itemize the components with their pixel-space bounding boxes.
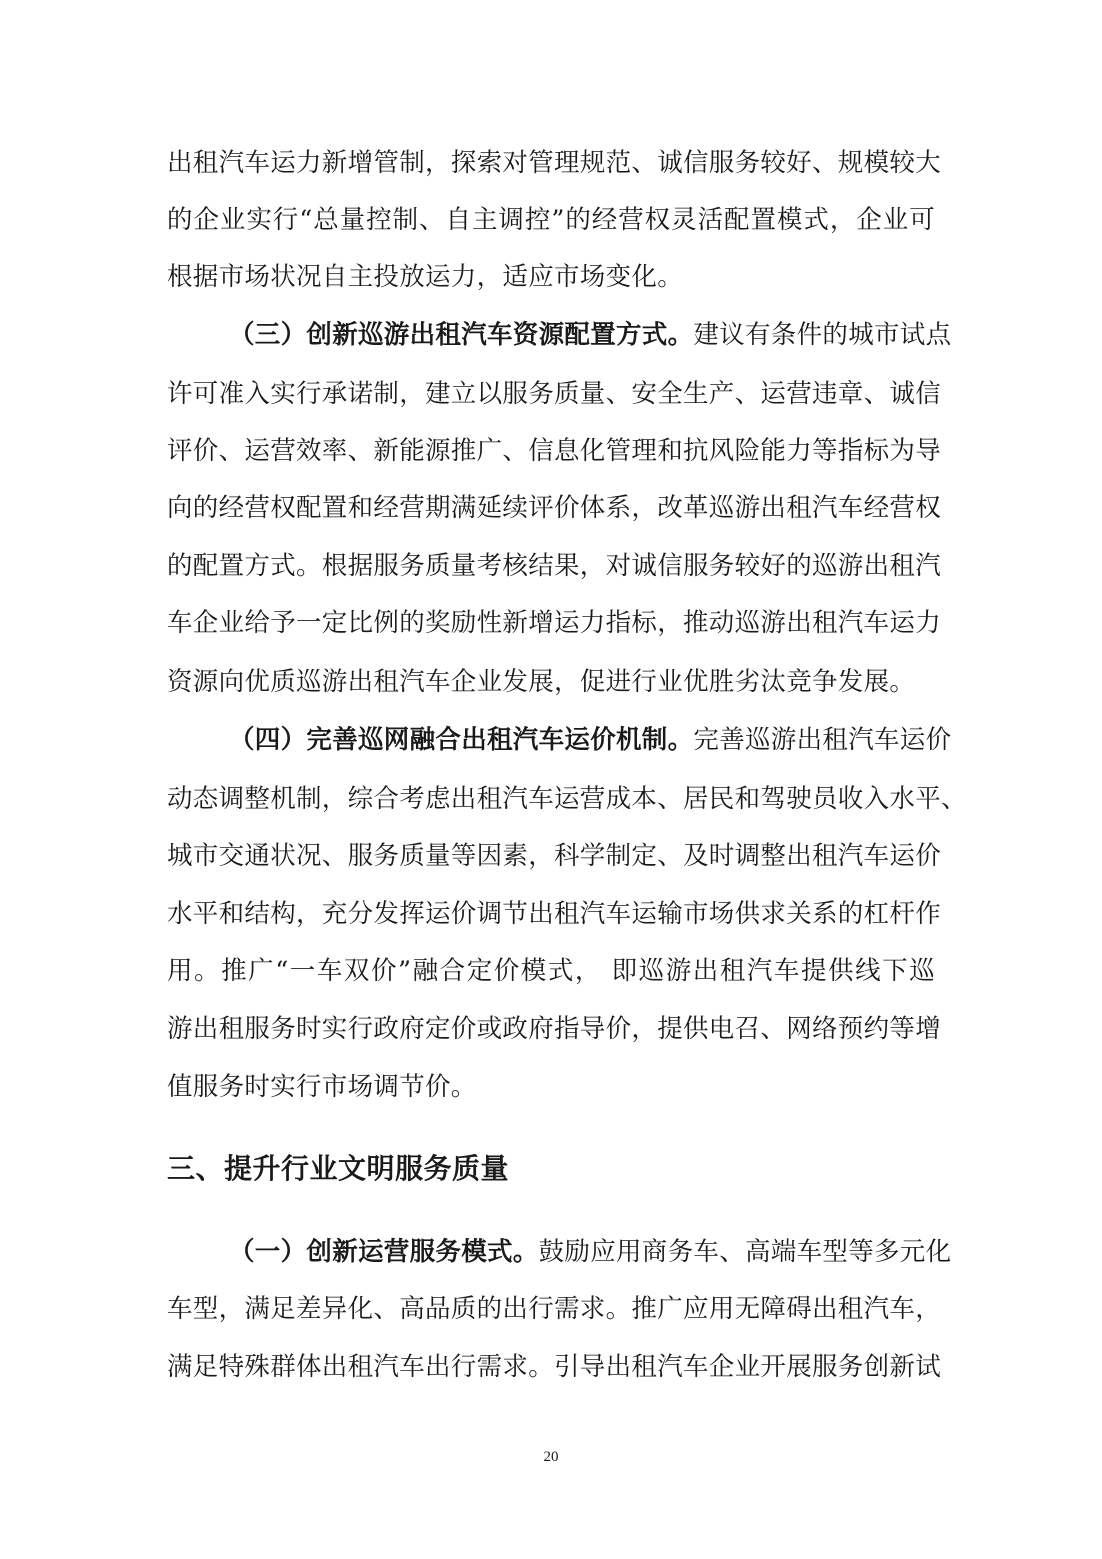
body-text-line: 用。推广“一车双价”融合定价模式， 即巡游出租汽车提供线下巡	[167, 956, 935, 986]
body-text-line: 的企业实行“总量控制、自主调控”的经营权灵活配置模式，企业可	[167, 205, 935, 235]
section-paragraph-first-line	[229, 1235, 952, 1269]
section-heading: （三）创新巡游出租汽车资源配置方式。	[229, 320, 694, 350]
body-text-line: 的配置方式。根据服务质量考核结果，对诚信服务较好的巡游出租汽	[167, 551, 942, 581]
body-text-line: 车型，满足差异化、高品质的出行需求。推广应用无障碍出租汽车，	[167, 1294, 942, 1324]
section-text: 鼓励应用商务车、高端车型等多元化	[538, 1237, 952, 1267]
body-text-line: 车企业给予一定比例的奖励性新增运力指标，推动巡游出租汽车运力	[167, 608, 942, 638]
body-text-line: 城市交通状况、服务质量等因素，科学制定、及时调整出租汽车运价	[167, 841, 942, 871]
section-paragraph-first-line	[229, 318, 952, 352]
section-text: 建议有条件的城市试点	[693, 320, 952, 350]
section-paragraph-first-line	[229, 723, 952, 757]
chapter-heading: 三、提升行业文明服务质量	[167, 1152, 510, 1185]
section-heading: （四）完善巡网融合出租汽车运价机制。	[229, 725, 694, 755]
section-heading: （一）创新运营服务模式。	[229, 1237, 539, 1267]
body-text-line: 评价、运营效率、新能源推广、信息化管理和抗风险能力等指标为导	[167, 436, 942, 466]
body-text-line: 水平和结构，充分发挥运价调节出租汽车运输市场供求关系的杠杆作	[167, 899, 942, 929]
page-number: 20	[543, 1449, 559, 1465]
body-text-line: 游出租服务时实行政府定价或政府指导价，提供电召、网络预约等增	[167, 1014, 942, 1044]
body-text-line: 向的经营权配置和经营期满延续评价体系，改革巡游出租汽车经营权	[167, 493, 942, 523]
body-text-line: 资源向优质巡游出租汽车企业发展，促进行业优胜劣汰竞争发展。	[167, 667, 916, 697]
body-text-line: 值服务时实行市场调节价。	[167, 1072, 477, 1102]
body-text-line: 动态调整机制，综合考虑出租汽车运营成本、居民和驾驶员收入水平、	[167, 784, 967, 814]
body-text-line: 根据市场状况自主投放运力，适应市场变化。	[167, 262, 684, 292]
body-text-line: 满足特殊群体出租汽车出行需求。引导出租汽车企业开展服务创新试	[167, 1352, 942, 1382]
body-text-line: 许可准入实行承诺制，建立以服务质量、安全生产、运营违章、诚信	[167, 379, 942, 409]
section-text: 完善巡游出租汽车运价	[693, 725, 952, 755]
body-text-line: 出租汽车运力新增管制，探索对管理规范、诚信服务较好、规模较大	[167, 148, 942, 178]
